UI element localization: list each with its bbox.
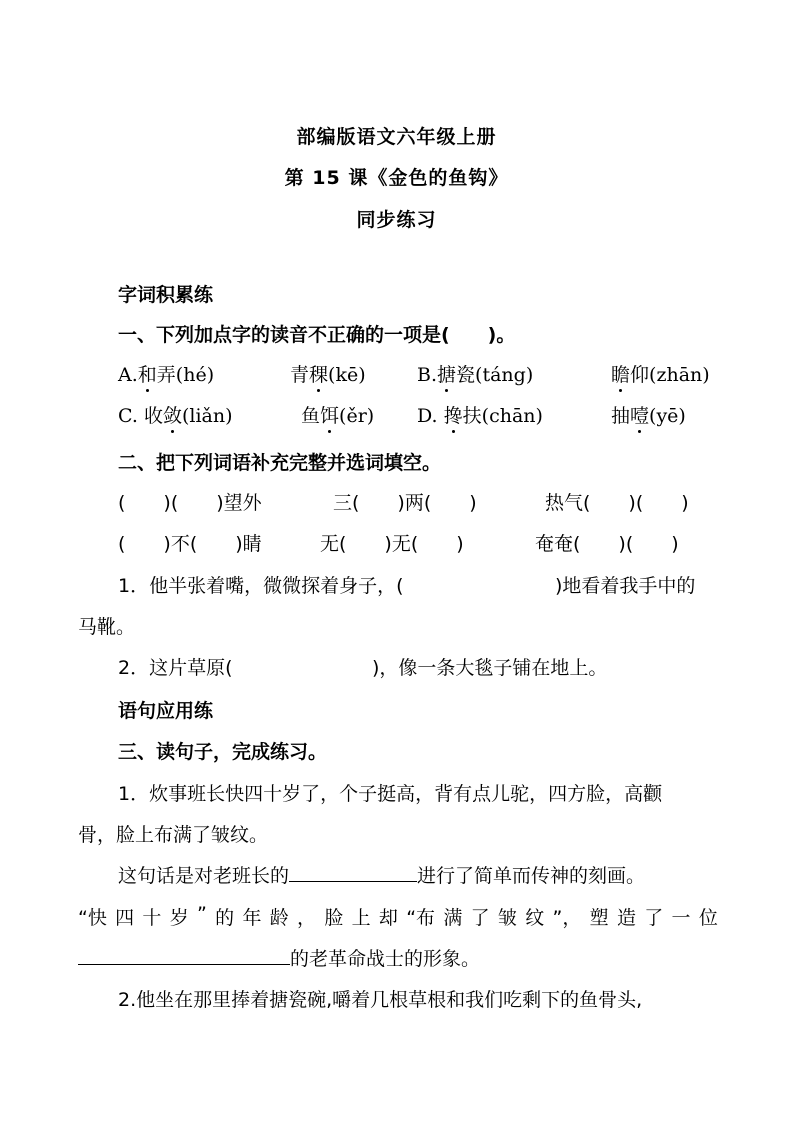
pinyin: (hé) (175, 364, 215, 386)
pinyin: (chān) (481, 405, 543, 427)
dotted-char: 瞻 (611, 360, 630, 387)
question-2-title: 二、把下列词语补充完整并选词填空。 (118, 452, 442, 474)
option-c-label: C. (118, 405, 144, 427)
idiom-blank-5: 无( )无( ) (320, 533, 464, 555)
pinyin: (zhān) (649, 364, 710, 386)
fill-sentence-1-start: 1．他半张着嘴，微微探着身子，( (118, 575, 404, 597)
spaced-char: 的 (215, 907, 235, 929)
spaced-char: 皱 (497, 907, 517, 929)
passage-2-line-1: 2.他坐在那里捧着搪瓷碗,嚼着几根草根和我们吃剩下的鱼骨头, (118, 989, 643, 1011)
option-a-label: A. (118, 364, 138, 386)
spaced-char: ， (297, 907, 317, 929)
spaced-char: 了 (644, 907, 664, 929)
section-vocabulary-heading: 字词积累练 (118, 284, 214, 306)
spaced-char: 上 (351, 907, 371, 929)
dotted-char: 搪 (437, 360, 456, 387)
fill-sentence-1-cont: 马靴。 (78, 616, 136, 638)
spaced-char: 位 (698, 907, 718, 929)
option-c-item-2: 鱼饵(ěr) (301, 401, 374, 428)
lesson-title: 第 15 课《金色的鱼钩》 (284, 167, 509, 189)
option-a-item-2: 青稞(kē) (290, 360, 366, 387)
dotted-char: 饵 (320, 401, 339, 428)
option-b-item-1: B.搪瓷(táng) (417, 360, 533, 387)
option-b-label: B. (417, 364, 438, 386)
passage-1-line-2: 骨，脸上布满了皱纹。 (78, 824, 269, 846)
option-b-item-2: 瞻仰(zhān) (611, 360, 710, 387)
option-d-label: D. (417, 405, 444, 427)
fill-sentence-2-end: )，像一条大毯子铺在地上。 (372, 657, 608, 679)
idiom-blank-1: ( )( )望外 (118, 492, 262, 514)
spaced-char: 了 (470, 907, 490, 929)
analysis-line-1: 这句话是对老班长的 进行了简单而传神的刻画。 (118, 861, 645, 888)
option-c-item-1: C. 收敛(liǎn) (118, 401, 233, 428)
spaced-char: 一 (671, 907, 691, 929)
spaced-char: 岁 (169, 907, 189, 929)
section-sentence-heading: 语句应用练 (118, 700, 214, 722)
dotted-char: 搀 (444, 401, 463, 428)
spaced-char: “布 (406, 907, 436, 929)
dotted-char: 稞 (309, 360, 328, 387)
idiom-blank-2: 三( )两( ) (333, 492, 477, 514)
fill-sentence-2-start: 2．这片草原( (118, 657, 233, 679)
worksheet-title: 同步练习 (356, 209, 437, 231)
answer-blank-2[interactable] (78, 945, 290, 965)
spaced-char: ”， (552, 907, 582, 929)
fill-sentence-1-end: )地看着我手中的 (555, 575, 696, 597)
option-d-item-2: 抽噎(yē) (611, 401, 686, 428)
pinyin: (kē) (328, 364, 366, 386)
book-title: 部编版语文六年级上册 (296, 126, 497, 148)
dotted-char: 敛 (163, 401, 182, 428)
pinyin: (liǎn) (181, 405, 233, 427)
spaced-char: 龄 (269, 907, 289, 929)
spaced-char: 脸 (324, 907, 344, 929)
spaced-char: 塑 (589, 907, 609, 929)
passage-1-line-1: 1．炊事班长快四十岁了，个子挺高，背有点儿驼，四方脸，高颧 (118, 783, 663, 805)
option-a-item-1: A.和弄(hé) (118, 360, 214, 387)
spaced-char: 四 (115, 907, 135, 929)
analysis-line-2 (78, 903, 718, 930)
dotted-char: 和 (138, 360, 157, 387)
pinyin: (yē) (649, 405, 686, 427)
question-1-title: 一、下列加点字的读音不正确的一项是( )。 (118, 324, 516, 346)
question-3-title: 三、读句子，完成练习。 (118, 741, 328, 763)
spaced-char: 年 (242, 907, 262, 929)
idiom-blank-6: 奄奄( )( ) (535, 533, 679, 555)
pinyin: (ěr) (339, 405, 375, 427)
analysis-line-3: 的老革命战士的形象。 (78, 944, 480, 971)
spaced-char: 纹 (525, 907, 545, 929)
spaced-char: 满 (443, 907, 463, 929)
idiom-blank-4: ( )不( )睛 (118, 533, 262, 555)
pinyin: (táng) (475, 364, 534, 386)
idiom-blank-3: 热气( )( ) (545, 492, 689, 514)
spaced-char: 却 (378, 907, 398, 929)
spaced-char: 造 (616, 907, 636, 929)
dotted-char: 噎 (630, 401, 649, 428)
spaced-char: 十 (142, 907, 162, 929)
spaced-char: ” (197, 903, 207, 925)
answer-blank-1[interactable] (289, 862, 417, 882)
option-d-item-1: D. 搀扶(chān) (417, 401, 543, 428)
spaced-char: “快 (78, 907, 107, 929)
